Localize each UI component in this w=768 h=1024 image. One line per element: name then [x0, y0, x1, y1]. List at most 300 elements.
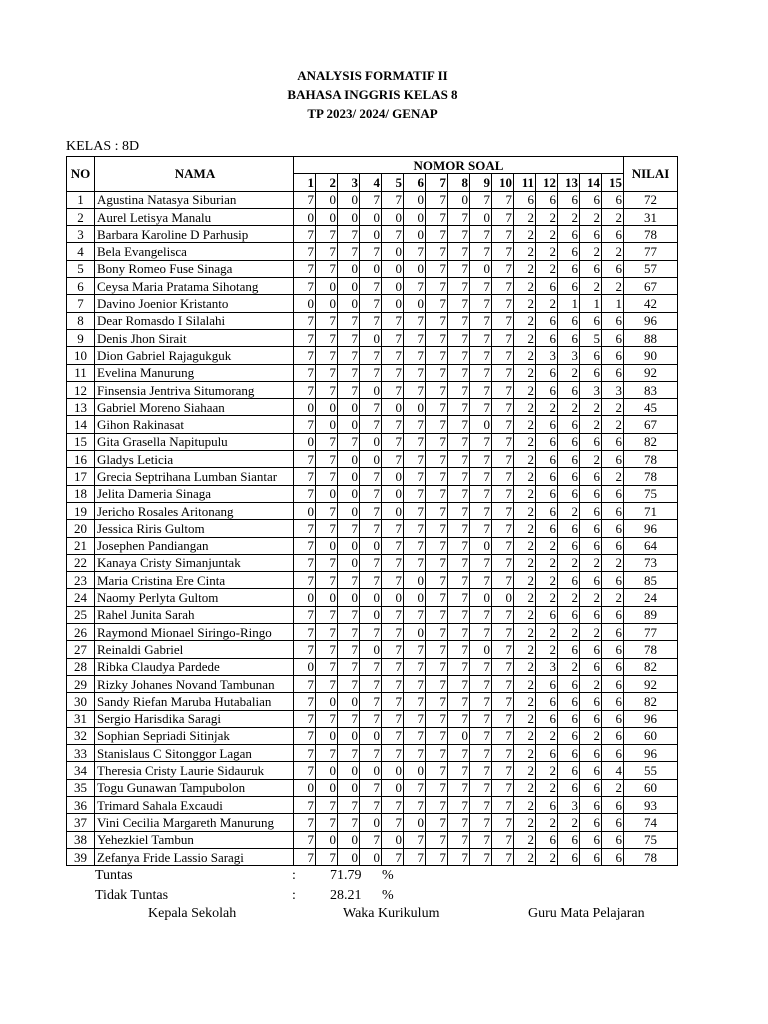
cell-soal-4: 0: [360, 727, 382, 744]
signature-kepala-sekolah: Kepala Sekolah: [148, 906, 237, 921]
table-row: [67, 191, 678, 208]
cell-soal-15: 6: [602, 329, 624, 346]
cell-soal-9: 7: [470, 814, 492, 831]
cell-soal-10: 7: [492, 451, 514, 468]
cell-soal-10: 7: [492, 727, 514, 744]
cell-soal-11: 2: [514, 329, 536, 346]
cell-nilai: 92: [624, 675, 678, 692]
cell-soal-13: 6: [558, 260, 580, 277]
cell-soal-10: 7: [492, 641, 514, 658]
cell-soal-5: 7: [382, 364, 404, 381]
cell-soal-7: 7: [426, 399, 448, 416]
cell-soal-9: 7: [470, 796, 492, 813]
cell-soal-3: 0: [338, 727, 360, 744]
col-header-soal-7: 7: [426, 174, 448, 191]
cell-nilai: 96: [624, 312, 678, 329]
cell-soal-7: 7: [426, 796, 448, 813]
cell-soal-15: 6: [602, 710, 624, 727]
cell-soal-11: 2: [514, 658, 536, 675]
cell-soal-15: 6: [602, 520, 624, 537]
cell-soal-5: 0: [382, 278, 404, 295]
cell-nama: Kanaya Cristy Simanjuntak: [95, 554, 294, 571]
cell-soal-10: 7: [492, 191, 514, 208]
cell-soal-12: 2: [536, 226, 558, 243]
cell-soal-11: 2: [514, 399, 536, 416]
cell-soal-13: 6: [558, 520, 580, 537]
cell-soal-4: 0: [360, 537, 382, 554]
tidak-tuntas-label: Tidak Tuntas: [95, 888, 169, 903]
cell-soal-10: 7: [492, 796, 514, 813]
cell-soal-4: 7: [360, 693, 382, 710]
cell-soal-14: 2: [580, 243, 602, 260]
cell-soal-5: 0: [382, 295, 404, 312]
table-row: [67, 727, 678, 744]
cell-soal-3: 7: [338, 658, 360, 675]
cell-soal-9: 0: [470, 589, 492, 606]
cell-soal-10: 7: [492, 710, 514, 727]
cell-soal-11: 2: [514, 848, 536, 865]
cell-soal-14: 6: [580, 312, 602, 329]
cell-soal-15: 2: [602, 208, 624, 225]
table-row: [67, 710, 678, 727]
cell-soal-15: 6: [602, 191, 624, 208]
table-row: [67, 381, 678, 398]
cell-soal-11: 2: [514, 675, 536, 692]
cell-nama: Gita Grasella Napitupulu: [95, 433, 294, 450]
cell-soal-4: 7: [360, 278, 382, 295]
cell-soal-4: 7: [360, 364, 382, 381]
table-row: [67, 433, 678, 450]
cell-soal-15: 2: [602, 554, 624, 571]
cell-soal-5: 7: [382, 312, 404, 329]
cell-soal-2: 0: [316, 727, 338, 744]
cell-soal-14: 6: [580, 347, 602, 364]
cell-nama: Stanislaus C Sitonggor Lagan: [95, 745, 294, 762]
cell-nama: Barbara Karoline D Parhusip: [95, 226, 294, 243]
cell-nama: Dion Gabriel Rajagukguk: [95, 347, 294, 364]
cell-soal-1: 7: [294, 451, 316, 468]
cell-soal-2: 7: [316, 658, 338, 675]
cell-soal-11: 2: [514, 485, 536, 502]
cell-soal-1: 0: [294, 658, 316, 675]
cell-soal-8: 7: [448, 347, 470, 364]
cell-soal-8: 7: [448, 606, 470, 623]
cell-soal-7: 7: [426, 243, 448, 260]
cell-soal-3: 0: [338, 502, 360, 519]
cell-soal-11: 2: [514, 381, 536, 398]
cell-soal-13: 6: [558, 831, 580, 848]
cell-soal-12: 6: [536, 693, 558, 710]
cell-soal-1: 7: [294, 520, 316, 537]
col-header-soal-15: 15: [602, 174, 624, 191]
cell-soal-10: 7: [492, 554, 514, 571]
cell-soal-4: 7: [360, 572, 382, 589]
cell-soal-8: 7: [448, 624, 470, 641]
cell-no: 6: [67, 278, 95, 295]
cell-no: 14: [67, 416, 95, 433]
cell-soal-14: 6: [580, 572, 602, 589]
cell-soal-3: 7: [338, 433, 360, 450]
cell-soal-1: 7: [294, 641, 316, 658]
cell-soal-2: 7: [316, 641, 338, 658]
cell-soal-2: 7: [316, 260, 338, 277]
cell-soal-15: 6: [602, 641, 624, 658]
table-row: [67, 606, 678, 623]
cell-soal-2: 7: [316, 675, 338, 692]
cell-soal-12: 6: [536, 831, 558, 848]
col-header-soal-13: 13: [558, 174, 580, 191]
cell-soal-14: 6: [580, 606, 602, 623]
cell-soal-11: 2: [514, 624, 536, 641]
cell-soal-10: 7: [492, 675, 514, 692]
cell-soal-5: 0: [382, 485, 404, 502]
table-row: [67, 762, 678, 779]
cell-soal-15: 2: [602, 399, 624, 416]
cell-soal-8: 7: [448, 451, 470, 468]
cell-nilai: 77: [624, 243, 678, 260]
cell-soal-3: 0: [338, 589, 360, 606]
cell-soal-2: 7: [316, 381, 338, 398]
cell-soal-11: 2: [514, 831, 536, 848]
cell-soal-9: 7: [470, 693, 492, 710]
cell-soal-4: 7: [360, 796, 382, 813]
cell-soal-6: 0: [404, 624, 426, 641]
cell-nama: Raymond Mionael Siringo-Ringo: [95, 624, 294, 641]
cell-soal-2: 7: [316, 710, 338, 727]
cell-soal-4: 7: [360, 554, 382, 571]
cell-no: 10: [67, 347, 95, 364]
table-row: [67, 416, 678, 433]
cell-nama: Ceysa Maria Pratama Sihotang: [95, 278, 294, 295]
cell-soal-7: 7: [426, 675, 448, 692]
cell-soal-3: 0: [338, 208, 360, 225]
cell-soal-8: 7: [448, 658, 470, 675]
cell-soal-9: 7: [470, 658, 492, 675]
cell-soal-6: 7: [404, 693, 426, 710]
cell-soal-1: 7: [294, 831, 316, 848]
cell-no: 11: [67, 364, 95, 381]
cell-soal-11: 2: [514, 468, 536, 485]
cell-soal-5: 7: [382, 710, 404, 727]
cell-soal-1: 0: [294, 433, 316, 450]
cell-soal-5: 7: [382, 658, 404, 675]
cell-soal-2: 7: [316, 745, 338, 762]
cell-soal-14: 6: [580, 520, 602, 537]
cell-soal-6: 7: [404, 606, 426, 623]
cell-soal-8: 7: [448, 243, 470, 260]
col-header-nama: NAMA: [95, 157, 294, 192]
cell-soal-4: 7: [360, 295, 382, 312]
cell-soal-6: 7: [404, 451, 426, 468]
cell-soal-6: 7: [404, 278, 426, 295]
col-header-soal-1: 1: [294, 174, 316, 191]
cell-soal-14: 3: [580, 381, 602, 398]
cell-no: 15: [67, 433, 95, 450]
cell-soal-12: 6: [536, 468, 558, 485]
cell-soal-15: 2: [602, 416, 624, 433]
cell-soal-8: 7: [448, 675, 470, 692]
cell-soal-10: 0: [492, 589, 514, 606]
grade-table-body: [67, 191, 678, 866]
cell-soal-5: 7: [382, 727, 404, 744]
cell-soal-15: 6: [602, 727, 624, 744]
cell-no: 37: [67, 814, 95, 831]
cell-nama: Rahel Junita Sarah: [95, 606, 294, 623]
cell-soal-11: 2: [514, 537, 536, 554]
cell-soal-15: 6: [602, 226, 624, 243]
cell-soal-14: 6: [580, 364, 602, 381]
cell-soal-6: 7: [404, 848, 426, 865]
cell-soal-8: 7: [448, 762, 470, 779]
cell-nilai: 31: [624, 208, 678, 225]
cell-nama: Denis Jhon Sirait: [95, 329, 294, 346]
cell-soal-9: 7: [470, 278, 492, 295]
cell-nilai: 71: [624, 502, 678, 519]
cell-soal-12: 3: [536, 658, 558, 675]
cell-soal-10: 7: [492, 278, 514, 295]
cell-soal-2: 0: [316, 485, 338, 502]
cell-soal-13: 2: [558, 399, 580, 416]
cell-soal-7: 7: [426, 347, 448, 364]
cell-soal-14: 6: [580, 468, 602, 485]
cell-soal-7: 7: [426, 537, 448, 554]
cell-soal-3: 7: [338, 243, 360, 260]
cell-soal-1: 7: [294, 329, 316, 346]
cell-nilai: 78: [624, 226, 678, 243]
cell-soal-6: 0: [404, 295, 426, 312]
cell-nilai: 88: [624, 329, 678, 346]
cell-soal-7: 7: [426, 779, 448, 796]
cell-soal-2: 0: [316, 589, 338, 606]
cell-soal-12: 2: [536, 554, 558, 571]
cell-soal-10: 7: [492, 226, 514, 243]
cell-nilai: 64: [624, 537, 678, 554]
cell-soal-8: 7: [448, 848, 470, 865]
cell-soal-1: 7: [294, 243, 316, 260]
cell-soal-4: 0: [360, 606, 382, 623]
cell-soal-9: 7: [470, 433, 492, 450]
cell-nilai: 92: [624, 364, 678, 381]
cell-soal-14: 2: [580, 451, 602, 468]
cell-soal-8: 7: [448, 572, 470, 589]
table-row: [67, 831, 678, 848]
cell-soal-8: 7: [448, 641, 470, 658]
cell-no: 8: [67, 312, 95, 329]
cell-soal-12: 2: [536, 243, 558, 260]
cell-no: 5: [67, 260, 95, 277]
cell-no: 20: [67, 520, 95, 537]
cell-soal-14: 6: [580, 433, 602, 450]
cell-soal-6: 7: [404, 312, 426, 329]
cell-soal-6: 7: [404, 329, 426, 346]
cell-soal-13: 6: [558, 468, 580, 485]
cell-soal-6: 7: [404, 745, 426, 762]
cell-soal-8: 7: [448, 381, 470, 398]
cell-soal-10: 7: [492, 745, 514, 762]
cell-soal-14: 5: [580, 329, 602, 346]
cell-soal-15: 6: [602, 364, 624, 381]
cell-soal-3: 0: [338, 416, 360, 433]
cell-soal-1: 7: [294, 554, 316, 571]
cell-no: 32: [67, 727, 95, 744]
cell-soal-10: 7: [492, 848, 514, 865]
cell-soal-4: 7: [360, 312, 382, 329]
cell-soal-10: 7: [492, 831, 514, 848]
cell-soal-1: 7: [294, 745, 316, 762]
cell-soal-1: 7: [294, 416, 316, 433]
cell-soal-7: 7: [426, 554, 448, 571]
cell-soal-4: 7: [360, 520, 382, 537]
cell-soal-13: 6: [558, 779, 580, 796]
cell-soal-8: 7: [448, 745, 470, 762]
cell-no: 21: [67, 537, 95, 554]
cell-soal-6: 7: [404, 364, 426, 381]
cell-soal-1: 7: [294, 572, 316, 589]
cell-soal-3: 0: [338, 260, 360, 277]
cell-soal-14: 6: [580, 762, 602, 779]
cell-nilai: 78: [624, 468, 678, 485]
cell-soal-13: 6: [558, 537, 580, 554]
cell-soal-6: 7: [404, 381, 426, 398]
cell-soal-5: 7: [382, 796, 404, 813]
cell-nilai: 85: [624, 572, 678, 589]
cell-soal-13: 6: [558, 312, 580, 329]
cell-nilai: 78: [624, 848, 678, 865]
cell-soal-4: 7: [360, 658, 382, 675]
cell-soal-4: 0: [360, 433, 382, 450]
cell-soal-9: 7: [470, 710, 492, 727]
cell-soal-13: 6: [558, 710, 580, 727]
cell-soal-10: 7: [492, 208, 514, 225]
cell-nilai: 74: [624, 814, 678, 831]
cell-soal-10: 7: [492, 312, 514, 329]
cell-soal-5: 0: [382, 399, 404, 416]
cell-soal-13: 1: [558, 295, 580, 312]
cell-no: 7: [67, 295, 95, 312]
cell-soal-3: 0: [338, 779, 360, 796]
cell-soal-9: 7: [470, 502, 492, 519]
cell-soal-8: 7: [448, 433, 470, 450]
cell-soal-1: 7: [294, 624, 316, 641]
table-row: [67, 399, 678, 416]
cell-no: 22: [67, 554, 95, 571]
cell-soal-7: 7: [426, 416, 448, 433]
cell-nilai: 67: [624, 416, 678, 433]
table-row: [67, 329, 678, 346]
cell-soal-13: 6: [558, 606, 580, 623]
cell-soal-4: 0: [360, 226, 382, 243]
cell-soal-1: 7: [294, 796, 316, 813]
cell-soal-12: 6: [536, 329, 558, 346]
cell-soal-12: 2: [536, 779, 558, 796]
table-row: [67, 364, 678, 381]
cell-soal-6: 7: [404, 485, 426, 502]
cell-soal-4: 7: [360, 399, 382, 416]
cell-soal-10: 7: [492, 329, 514, 346]
cell-nama: Bony Romeo Fuse Sinaga: [95, 260, 294, 277]
table-row: [67, 312, 678, 329]
cell-soal-13: 2: [558, 658, 580, 675]
cell-nama: Gabriel Moreno Siahaan: [95, 399, 294, 416]
cell-soal-11: 2: [514, 554, 536, 571]
cell-soal-5: 7: [382, 451, 404, 468]
cell-soal-10: 7: [492, 399, 514, 416]
cell-nama: Zefanya Fride Lassio Saragi: [95, 848, 294, 865]
cell-soal-12: 6: [536, 278, 558, 295]
cell-nilai: 82: [624, 433, 678, 450]
cell-soal-15: 6: [602, 502, 624, 519]
title-line-1: ANALYSIS FORMATIF II: [297, 68, 448, 83]
cell-soal-8: 7: [448, 208, 470, 225]
cell-soal-6: 7: [404, 710, 426, 727]
cell-soal-13: 6: [558, 191, 580, 208]
cell-soal-13: 6: [558, 675, 580, 692]
cell-soal-14: 6: [580, 779, 602, 796]
cell-no: 28: [67, 658, 95, 675]
cell-soal-2: 7: [316, 554, 338, 571]
cell-soal-3: 7: [338, 364, 360, 381]
cell-soal-3: 7: [338, 381, 360, 398]
cell-soal-10: 7: [492, 347, 514, 364]
cell-soal-12: 6: [536, 312, 558, 329]
cell-soal-3: 0: [338, 191, 360, 208]
cell-nama: Vini Cecilia Margareth Manurung: [95, 814, 294, 831]
cell-soal-3: 7: [338, 606, 360, 623]
cell-soal-3: 7: [338, 572, 360, 589]
cell-soal-8: 7: [448, 278, 470, 295]
cell-soal-10: 7: [492, 814, 514, 831]
grade-table: [66, 156, 678, 866]
cell-soal-15: 6: [602, 848, 624, 865]
cell-soal-14: 2: [580, 675, 602, 692]
summary-tidak-tuntas: [0, 888, 768, 908]
cell-soal-10: 7: [492, 572, 514, 589]
cell-soal-13: 6: [558, 416, 580, 433]
cell-soal-10: 7: [492, 295, 514, 312]
cell-soal-11: 2: [514, 433, 536, 450]
cell-soal-6: 0: [404, 762, 426, 779]
cell-nilai: 75: [624, 831, 678, 848]
cell-nama: Naomy Perlyta Gultom: [95, 589, 294, 606]
cell-no: 12: [67, 381, 95, 398]
cell-soal-2: 0: [316, 831, 338, 848]
cell-soal-12: 6: [536, 675, 558, 692]
cell-soal-10: 7: [492, 537, 514, 554]
title-line-3: TP 2023/ 2024/ GENAP: [307, 106, 438, 121]
cell-soal-3: 7: [338, 347, 360, 364]
cell-soal-1: 0: [294, 779, 316, 796]
cell-soal-6: 0: [404, 226, 426, 243]
cell-soal-7: 7: [426, 208, 448, 225]
cell-soal-3: 0: [338, 554, 360, 571]
cell-soal-1: 7: [294, 260, 316, 277]
cell-soal-13: 6: [558, 762, 580, 779]
cell-no: 25: [67, 606, 95, 623]
cell-nama: Maria Cristina Ere Cinta: [95, 572, 294, 589]
cell-soal-7: 7: [426, 278, 448, 295]
cell-soal-9: 7: [470, 295, 492, 312]
cell-soal-5: 0: [382, 243, 404, 260]
cell-soal-6: 7: [404, 433, 426, 450]
cell-soal-3: 7: [338, 641, 360, 658]
cell-nama: Trimard Sahala Excaudi: [95, 796, 294, 813]
cell-soal-11: 2: [514, 779, 536, 796]
cell-soal-7: 7: [426, 312, 448, 329]
cell-soal-15: 6: [602, 312, 624, 329]
cell-soal-3: 7: [338, 329, 360, 346]
cell-no: 19: [67, 502, 95, 519]
cell-soal-2: 7: [316, 451, 338, 468]
